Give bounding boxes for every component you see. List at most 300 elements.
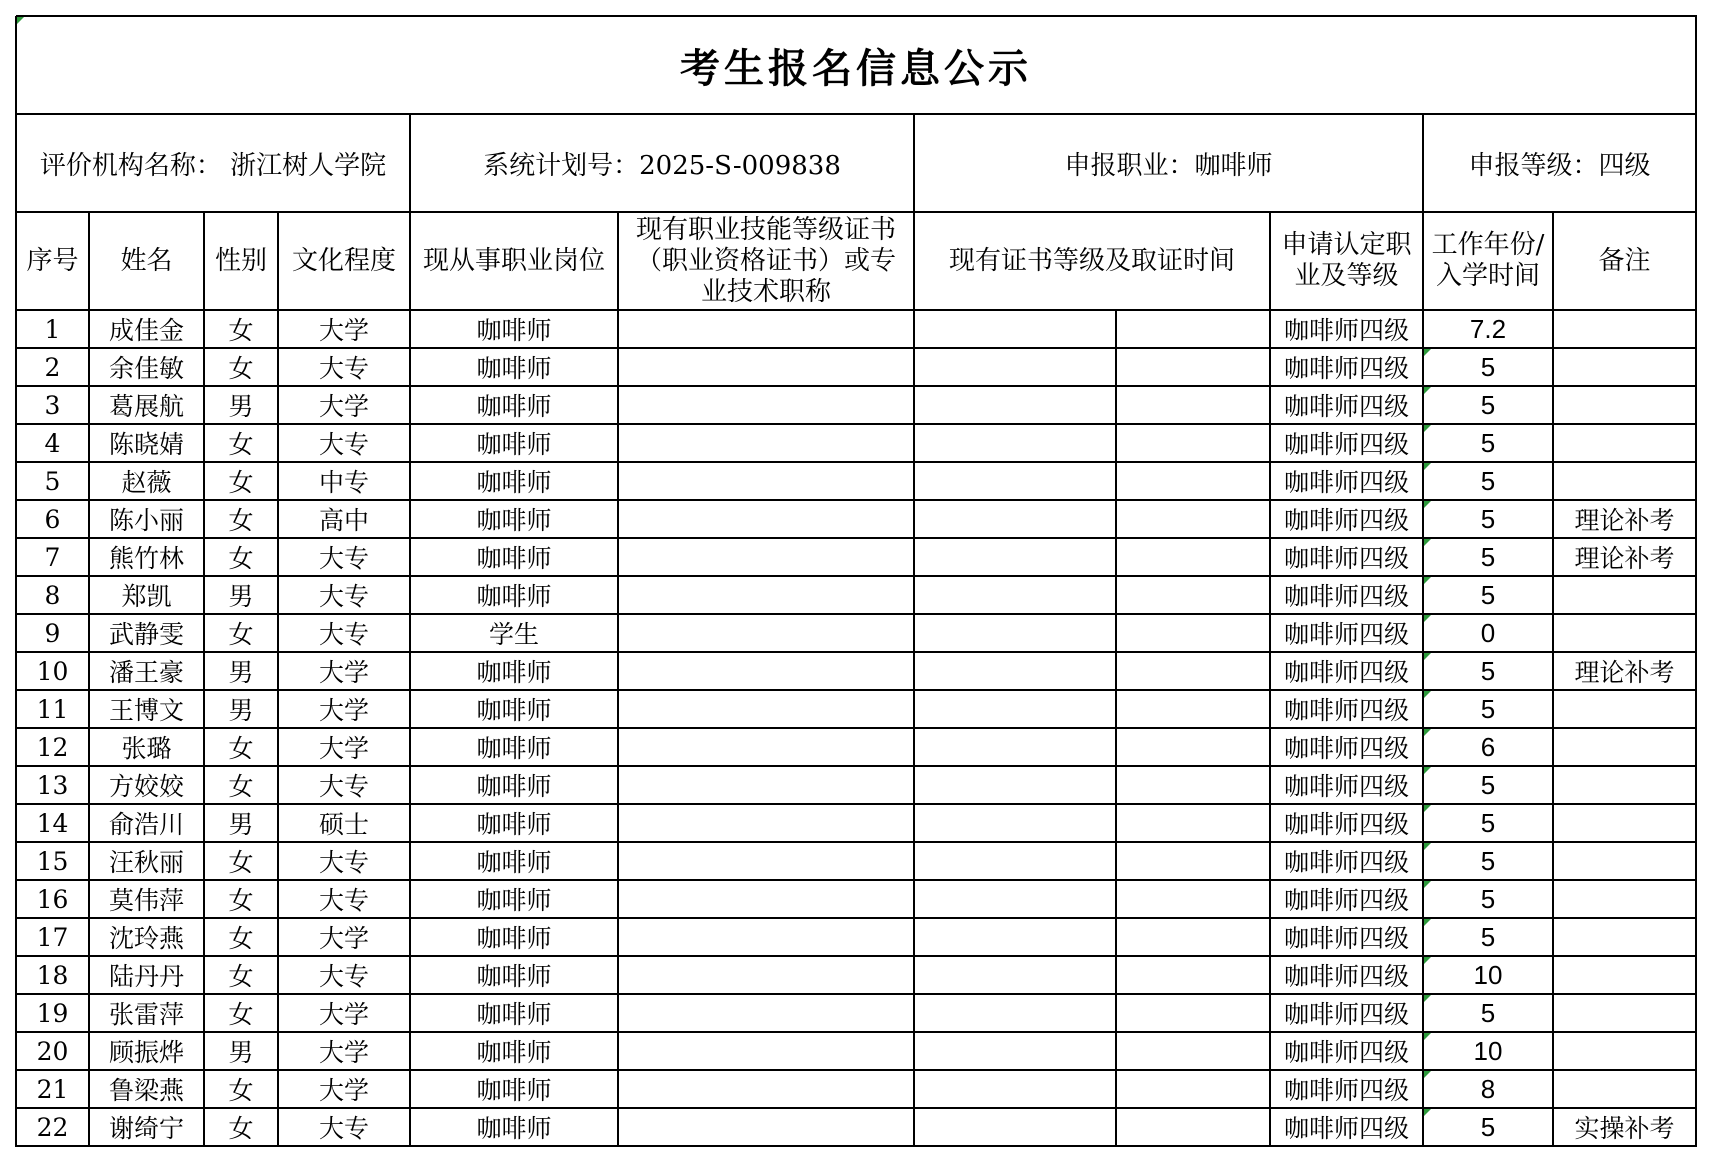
row-gender: 女 <box>228 544 254 573</box>
row-remark: 理论补考 <box>1574 658 1675 687</box>
row-post: 咖啡师 <box>476 848 552 877</box>
cell-marker-icon <box>1424 463 1431 470</box>
row-apply: 咖啡师四级 <box>1283 1114 1409 1143</box>
row-cert-level <box>914 386 1116 424</box>
grid-line <box>16 689 1697 691</box>
row-skill-cert <box>618 424 914 462</box>
row-education: 大学 <box>318 1000 369 1029</box>
row-cert-level <box>914 462 1116 500</box>
grid-line <box>16 347 1697 349</box>
row-cert-time <box>1116 576 1270 614</box>
row-cert-time <box>1116 880 1270 918</box>
row-name: 陈晓婧 <box>108 430 184 459</box>
row-remark <box>1553 348 1696 386</box>
row-cert-time <box>1116 1032 1270 1070</box>
row-work-years: 5 <box>1480 579 1496 610</box>
row-skill-cert <box>618 310 914 348</box>
row-remark: 实操补考 <box>1574 1114 1675 1143</box>
row-work-years: 10 <box>1473 1035 1503 1066</box>
grid-line <box>1695 16 1697 1147</box>
header-education: 文化程度 <box>291 245 396 276</box>
row-apply: 咖啡师四级 <box>1283 620 1409 649</box>
cell-marker-icon <box>1424 843 1431 850</box>
cell-marker-icon <box>1424 691 1431 698</box>
row-gender: 男 <box>228 696 254 725</box>
row-education: 大学 <box>318 924 369 953</box>
row-gender: 女 <box>228 734 254 763</box>
row-remark: 理论补考 <box>1574 544 1675 573</box>
grid-line <box>1552 212 1554 1147</box>
row-cert-level <box>914 918 1116 956</box>
grid-line <box>16 1031 1697 1033</box>
row-work-years: 5 <box>1480 465 1496 496</box>
row-remark <box>1553 576 1696 614</box>
cell-marker-icon <box>1424 387 1431 394</box>
row-seq: 2 <box>44 352 61 382</box>
row-cert-level <box>914 956 1116 994</box>
row-gender: 女 <box>228 1114 254 1143</box>
row-remark <box>1553 956 1696 994</box>
row-work-years: 5 <box>1480 807 1496 838</box>
cell-marker-icon <box>1424 501 1431 508</box>
row-skill-cert <box>618 956 914 994</box>
row-gender: 女 <box>228 430 254 459</box>
row-apply: 咖啡师四级 <box>1283 582 1409 611</box>
row-name: 成佳金 <box>108 316 184 345</box>
row-remark <box>1553 766 1696 804</box>
cell-marker-icon <box>1424 919 1431 926</box>
row-cert-level <box>914 614 1116 652</box>
row-education: 大专 <box>318 772 369 801</box>
row-cert-level <box>914 310 1116 348</box>
row-post: 咖啡师 <box>476 430 552 459</box>
evaluation-org: 评价机构名称： 浙江树人学院 <box>39 150 387 181</box>
row-education: 高中 <box>318 506 369 535</box>
row-skill-cert <box>618 386 914 424</box>
row-remark <box>1553 1032 1696 1070</box>
row-name: 沈玲燕 <box>108 924 184 953</box>
row-gender: 女 <box>228 848 254 877</box>
grid-line <box>913 114 915 213</box>
row-apply: 咖啡师四级 <box>1283 506 1409 535</box>
row-cert-time <box>1116 918 1270 956</box>
row-apply: 咖啡师四级 <box>1283 1000 1409 1029</box>
row-education: 大专 <box>318 848 369 877</box>
row-gender: 女 <box>228 772 254 801</box>
row-post: 咖啡师 <box>476 1114 552 1143</box>
row-seq: 14 <box>36 808 69 838</box>
row-remark <box>1553 386 1696 424</box>
row-apply: 咖啡师四级 <box>1283 392 1409 421</box>
grid-line <box>16 1145 1697 1147</box>
row-cert-level <box>914 576 1116 614</box>
row-remark <box>1553 310 1696 348</box>
row-remark <box>1553 462 1696 500</box>
row-seq: 5 <box>44 466 61 496</box>
row-cert-time <box>1116 424 1270 462</box>
row-apply: 咖啡师四级 <box>1283 924 1409 953</box>
cell-marker-icon <box>1424 653 1431 660</box>
row-post: 咖啡师 <box>476 468 552 497</box>
grid-line <box>203 212 205 1147</box>
grid-line <box>16 423 1697 425</box>
row-seq: 16 <box>36 884 69 914</box>
row-seq: 6 <box>44 504 61 534</box>
row-remark <box>1553 424 1696 462</box>
row-post: 咖啡师 <box>476 962 552 991</box>
plan-number: 系统计划号：2025-S-009838 <box>483 150 841 181</box>
grid-line <box>16 841 1697 843</box>
row-name: 赵薇 <box>121 468 172 497</box>
row-cert-time <box>1116 500 1270 538</box>
row-name: 方姣姣 <box>108 772 184 801</box>
row-work-years: 5 <box>1480 503 1496 534</box>
row-name: 陆丹丹 <box>108 962 184 991</box>
row-work-years: 5 <box>1480 845 1496 876</box>
grid-line <box>15 16 17 1147</box>
grid-line <box>16 613 1697 615</box>
cell-marker-icon <box>1424 881 1431 888</box>
row-cert-time <box>1116 956 1270 994</box>
row-gender: 女 <box>228 1076 254 1105</box>
row-cert-time <box>1116 462 1270 500</box>
grid-line <box>16 575 1697 577</box>
grid-line <box>16 765 1697 767</box>
row-seq: 11 <box>36 694 69 724</box>
row-gender: 男 <box>228 810 254 839</box>
row-cert-time <box>1116 728 1270 766</box>
row-work-years: 6 <box>1480 731 1496 762</box>
row-remark <box>1553 804 1696 842</box>
page-title: 考生报名信息公示 <box>680 44 1032 92</box>
cell-marker-icon <box>1424 615 1431 622</box>
row-cert-time <box>1116 652 1270 690</box>
grid-line <box>16 211 1697 213</box>
row-skill-cert <box>618 652 914 690</box>
row-cert-time <box>1116 766 1270 804</box>
row-gender: 男 <box>228 582 254 611</box>
grid-line <box>16 15 1697 17</box>
row-remark <box>1553 842 1696 880</box>
header-post: 现从事职业岗位 <box>422 245 605 276</box>
row-apply: 咖啡师四级 <box>1283 354 1409 383</box>
row-apply: 咖啡师四级 <box>1283 544 1409 573</box>
row-cert-time <box>1116 842 1270 880</box>
row-education: 大学 <box>318 392 369 421</box>
cell-marker-icon <box>1424 957 1431 964</box>
row-skill-cert <box>618 614 914 652</box>
row-cert-level <box>914 538 1116 576</box>
cell-marker-icon <box>1424 805 1431 812</box>
row-post: 咖啡师 <box>476 316 552 345</box>
row-gender: 男 <box>228 392 254 421</box>
cell-marker-icon <box>1424 1071 1431 1078</box>
row-apply: 咖啡师四级 <box>1283 430 1409 459</box>
row-seq: 18 <box>36 960 69 990</box>
grid-line <box>16 955 1697 957</box>
row-post: 咖啡师 <box>476 810 552 839</box>
row-post: 咖啡师 <box>476 1076 552 1105</box>
header-skill-cert: 现有职业技能等级证书（职业资格证书）或专业技术职称 <box>635 214 896 307</box>
row-education: 大专 <box>318 886 369 915</box>
grid-line <box>16 499 1697 501</box>
row-remark: 理论补考 <box>1574 506 1675 535</box>
row-seq: 3 <box>44 390 61 420</box>
row-apply: 咖啡师四级 <box>1283 468 1409 497</box>
row-skill-cert <box>618 462 914 500</box>
row-cert-level <box>914 652 1116 690</box>
row-name: 葛展航 <box>108 392 184 421</box>
row-cert-level <box>914 690 1116 728</box>
row-cert-level <box>914 728 1116 766</box>
grid-line <box>1422 114 1424 213</box>
row-gender: 男 <box>228 658 254 687</box>
registration-table <box>16 16 1696 1146</box>
grid-line <box>88 212 90 1147</box>
row-name: 谢绮宁 <box>108 1114 184 1143</box>
row-cert-time <box>1116 538 1270 576</box>
cell-marker-icon <box>1424 729 1431 736</box>
row-name: 潘王豪 <box>108 658 184 687</box>
row-seq: 22 <box>36 1112 69 1142</box>
row-seq: 13 <box>36 770 69 800</box>
row-seq: 8 <box>44 580 61 610</box>
row-education: 硕士 <box>318 810 369 839</box>
row-work-years: 5 <box>1480 655 1496 686</box>
declared-level: 申报等级：四级 <box>1468 150 1651 181</box>
declared-occupation: 申报职业：咖啡师 <box>1064 150 1273 181</box>
row-cert-level <box>914 1032 1116 1070</box>
cell-marker-icon <box>1424 349 1431 356</box>
row-cert-time <box>1116 614 1270 652</box>
row-remark <box>1553 728 1696 766</box>
cell-marker-icon <box>1424 1109 1431 1116</box>
row-post: 咖啡师 <box>476 1000 552 1029</box>
row-apply: 咖啡师四级 <box>1283 316 1409 345</box>
grid-line <box>16 879 1697 881</box>
grid-line <box>16 917 1697 919</box>
row-name: 张璐 <box>121 734 172 763</box>
row-seq: 4 <box>44 428 61 458</box>
row-education: 大学 <box>318 696 369 725</box>
row-cert-level <box>914 1108 1116 1146</box>
row-cert-level <box>914 766 1116 804</box>
row-work-years: 8 <box>1480 1073 1496 1104</box>
row-seq: 7 <box>44 542 61 572</box>
grid-line <box>1269 212 1271 1147</box>
row-name: 俞浩川 <box>108 810 184 839</box>
grid-line <box>1115 310 1117 1147</box>
row-cert-level <box>914 994 1116 1032</box>
row-name: 王博文 <box>108 696 184 725</box>
row-skill-cert <box>618 804 914 842</box>
row-skill-cert <box>618 690 914 728</box>
row-name: 顾振烨 <box>108 1038 184 1067</box>
row-education: 大学 <box>318 1076 369 1105</box>
header-cert-time: 现有证书等级及取证时间 <box>948 245 1235 276</box>
row-remark <box>1553 690 1696 728</box>
row-seq: 9 <box>44 618 61 648</box>
row-post: 咖啡师 <box>476 582 552 611</box>
row-seq: 1 <box>44 314 61 344</box>
row-cert-time <box>1116 994 1270 1032</box>
row-skill-cert <box>618 918 914 956</box>
header-seq: 序号 <box>26 245 79 276</box>
row-cert-level <box>914 348 1116 386</box>
row-gender: 女 <box>228 886 254 915</box>
row-apply: 咖啡师四级 <box>1283 810 1409 839</box>
row-post: 学生 <box>488 620 539 649</box>
grid-line <box>277 212 279 1147</box>
row-seq: 19 <box>36 998 69 1028</box>
row-skill-cert <box>618 880 914 918</box>
row-gender: 女 <box>228 1000 254 1029</box>
row-post: 咖啡师 <box>476 734 552 763</box>
grid-line <box>409 212 411 1147</box>
row-post: 咖啡师 <box>476 354 552 383</box>
row-education: 大学 <box>318 316 369 345</box>
row-education: 大专 <box>318 962 369 991</box>
row-gender: 女 <box>228 316 254 345</box>
cell-marker-icon <box>1424 1033 1431 1040</box>
row-education: 大专 <box>318 1114 369 1143</box>
row-cert-time <box>1116 1070 1270 1108</box>
row-skill-cert <box>618 766 914 804</box>
row-seq: 20 <box>36 1036 69 1066</box>
row-seq: 10 <box>36 656 69 686</box>
row-remark <box>1553 614 1696 652</box>
row-post: 咖啡师 <box>476 772 552 801</box>
row-work-years: 5 <box>1480 997 1496 1028</box>
row-skill-cert <box>618 1108 914 1146</box>
row-gender: 男 <box>228 1038 254 1067</box>
row-skill-cert <box>618 500 914 538</box>
header-remark: 备注 <box>1598 245 1651 276</box>
row-name: 鲁梁燕 <box>108 1076 184 1105</box>
row-skill-cert <box>618 1032 914 1070</box>
row-cert-level <box>914 424 1116 462</box>
row-gender: 女 <box>228 354 254 383</box>
row-gender: 女 <box>228 468 254 497</box>
row-seq: 21 <box>36 1074 69 1104</box>
row-gender: 女 <box>228 620 254 649</box>
row-cert-time <box>1116 348 1270 386</box>
grid-line <box>16 1069 1697 1071</box>
row-apply: 咖啡师四级 <box>1283 848 1409 877</box>
row-name: 张雷萍 <box>108 1000 184 1029</box>
row-remark <box>1553 880 1696 918</box>
row-apply: 咖啡师四级 <box>1283 696 1409 725</box>
header-work-years: 工作年份/入学时间 <box>1431 230 1545 291</box>
row-post: 咖啡师 <box>476 544 552 573</box>
row-work-years: 5 <box>1480 541 1496 572</box>
row-work-years: 5 <box>1480 351 1496 382</box>
row-name: 陈小丽 <box>108 506 184 535</box>
row-apply: 咖啡师四级 <box>1283 772 1409 801</box>
row-remark <box>1553 994 1696 1032</box>
row-work-years: 5 <box>1480 389 1496 420</box>
grid-line <box>1422 212 1424 1147</box>
grid-line <box>16 309 1697 311</box>
grid-line <box>16 651 1697 653</box>
row-name: 汪秋丽 <box>108 848 184 877</box>
row-post: 咖啡师 <box>476 1038 552 1067</box>
row-skill-cert <box>618 576 914 614</box>
row-cert-time <box>1116 310 1270 348</box>
row-post: 咖啡师 <box>476 392 552 421</box>
cell-marker-icon <box>1424 539 1431 546</box>
row-apply: 咖啡师四级 <box>1283 1076 1409 1105</box>
row-remark <box>1553 1070 1696 1108</box>
row-apply: 咖啡师四级 <box>1283 1038 1409 1067</box>
row-skill-cert <box>618 348 914 386</box>
row-cert-time <box>1116 386 1270 424</box>
row-education: 大专 <box>318 544 369 573</box>
grid-line <box>16 727 1697 729</box>
row-work-years: 5 <box>1480 427 1496 458</box>
row-work-years: 5 <box>1480 693 1496 724</box>
row-cert-level <box>914 804 1116 842</box>
header-gender: 性别 <box>214 245 267 276</box>
row-name: 熊竹林 <box>108 544 184 573</box>
row-gender: 女 <box>228 506 254 535</box>
row-post: 咖啡师 <box>476 658 552 687</box>
grid-line <box>617 212 619 1147</box>
row-apply: 咖啡师四级 <box>1283 962 1409 991</box>
row-cert-level <box>914 880 1116 918</box>
row-work-years: 7.2 <box>1469 313 1507 344</box>
header-name: 姓名 <box>120 245 173 276</box>
row-cert-time <box>1116 804 1270 842</box>
row-name: 莫伟萍 <box>108 886 184 915</box>
grid-line <box>16 1107 1697 1109</box>
row-education: 大学 <box>318 734 369 763</box>
row-post: 咖啡师 <box>476 886 552 915</box>
row-apply: 咖啡师四级 <box>1283 886 1409 915</box>
grid-line <box>16 461 1697 463</box>
row-work-years: 10 <box>1473 959 1503 990</box>
row-cert-level <box>914 1070 1116 1108</box>
row-work-years: 5 <box>1480 1111 1496 1142</box>
row-name: 余佳敏 <box>108 354 184 383</box>
grid-line <box>16 113 1697 115</box>
cell-marker-icon <box>1424 577 1431 584</box>
grid-line <box>409 114 411 213</box>
row-work-years: 5 <box>1480 883 1496 914</box>
row-name: 郑凯 <box>121 582 172 611</box>
row-work-years: 5 <box>1480 921 1496 952</box>
grid-line <box>16 993 1697 995</box>
row-education: 大学 <box>318 1038 369 1067</box>
row-education: 大专 <box>318 354 369 383</box>
grid-line <box>16 537 1697 539</box>
row-cert-level <box>914 500 1116 538</box>
row-remark <box>1553 918 1696 956</box>
row-education: 大专 <box>318 430 369 459</box>
grid-line <box>913 212 915 1147</box>
row-work-years: 5 <box>1480 769 1496 800</box>
row-education: 大专 <box>318 620 369 649</box>
row-skill-cert <box>618 728 914 766</box>
row-cert-time <box>1116 1108 1270 1146</box>
cell-marker-icon <box>17 17 24 24</box>
row-cert-time <box>1116 690 1270 728</box>
row-apply: 咖啡师四级 <box>1283 658 1409 687</box>
row-seq: 15 <box>36 846 69 876</box>
row-gender: 女 <box>228 962 254 991</box>
row-skill-cert <box>618 994 914 1032</box>
row-post: 咖啡师 <box>476 506 552 535</box>
